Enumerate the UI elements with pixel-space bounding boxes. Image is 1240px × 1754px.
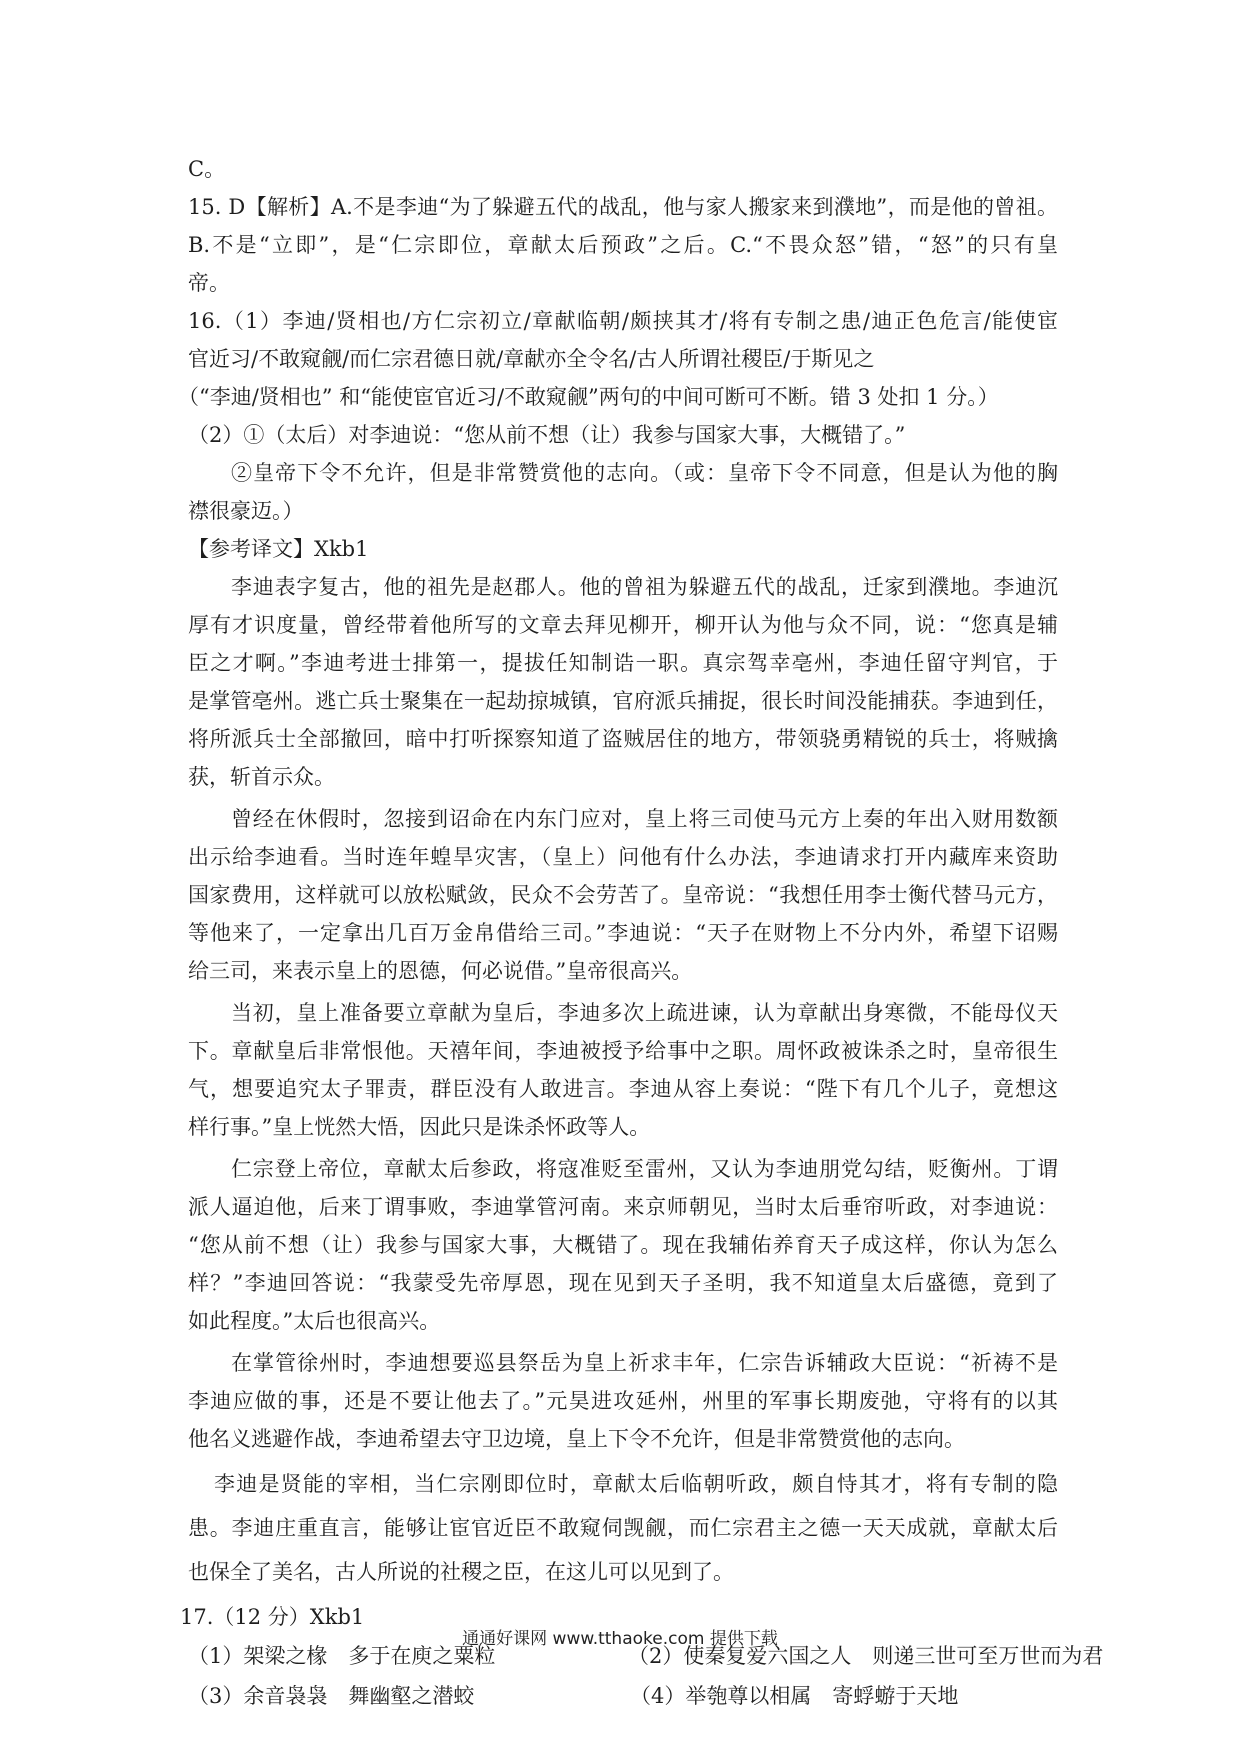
answer-16-2-line-3: 襟很豪迈。） [188, 499, 304, 523]
answer-16-line-2: 官近习/不敢窥觎/而仁宗君德日就/章献亦全令名/古人所谓社稷臣/于斯见之 [188, 347, 875, 371]
answer-15-line-1: 15. D【解析】A.不是李迪“为了躲避五代的战乱，他与家人搬家来到濮地”，而是他的曾祖。 [188, 195, 1058, 219]
answer-15-line-2: B.不是“立即”，是“仁宗即位，章献太后预政”之后。C.“不畏众怒”错，“怒”的只有皇 [188, 233, 1058, 257]
answer-17-item-1: （1）架梁之椽 多于在庾之粟粒 [188, 1644, 496, 1668]
answer-16-2-line-2: ②皇帝下令不允许，但是非常赞赏他的志向。（或：皇帝下令不同意，但是认为他的胸 [231, 461, 1058, 485]
answer-16-note: （“李迪/贤相也” 和“能使宦官近习/不敢窥觎”两句的中间可断可不断。错 3 处扣 1 分。） [178, 385, 999, 409]
answer-15-line-3: 帝。 [188, 271, 230, 295]
answer-16-2-line-1: （2）①（太后）对李迪说：“您从前不想（让）我参与国家大事，大概错了。” [188, 423, 906, 447]
reference-translation-title: 【参考译文】Xkb1 [188, 537, 369, 561]
translation-paragraph-1: 李迪表字复古，他的祖先是赵郡人。他的曾祖为躲避五代的战乱，迁家到濮地。李迪沉 厚有才识度量，曾经带着他所写的文章去拜见柳开，柳开认为他与众不同，说：“您真是辅 臣之才啊。”李迪考进士排第一，提拔任知制诰一职。真宗驾幸亳州，李迪任留守判官，于 是掌管亳州。逃亡兵士聚集在一起劫掠城镇，官府派兵捕捉，很长时间没能捕获。李迪到任， 将所派兵士全部撤回，暗中打听探察知道了盗贼居住的地方，带领骁勇精锐的兵士，将贼擒 获，斩首示众。 [188, 575, 1058, 789]
translation-paragraph-5: 在掌管徐州时，李迪想要巡县祭岳为皇上祈求丰年，仁宗告诉辅政大臣说：“祈祷不是 李迪应做的事，还是不要让他去了。”元昊进攻延州，州里的军事长期废弛，守将有的以其 他名义逃避作战，李迪希望去守卫边境，皇上下令不允许，但是非常赞赏他的志向。 [188, 1351, 1058, 1451]
answer-17-item-4: （4）举匏尊以相属 寄蜉蝣于天地 [630, 1684, 959, 1708]
translation-paragraph-3: 当初，皇上准备要立章献为皇后，李迪多次上疏进谏，认为章献出身寒微，不能母仪天 下。章献皇后非常恨他。天禧年间，李迪被授予给事中之职。周怀政被诛杀之时，皇帝很生 气，想要追究太子罪责，群臣没有人敢进言。李迪从容上奏说：“陛下有几个儿子，竟想这 样行事。”皇上恍然大悟，因此只是诛杀怀政等人。 [188, 1001, 1058, 1139]
answer-17-row-2 [188, 1676, 1058, 1716]
answer-14-end: C。 [188, 157, 226, 181]
answer-17-item-2: （2）使秦复爱六国之人 则递三世可至万世而为君 [628, 1644, 1104, 1668]
page-footer: 通通好课网 www.tthaoke.com 提供下载 [462, 1629, 778, 1649]
answer-17-title: 17.（12 分）Xkb1 [180, 1605, 365, 1629]
translation-paragraph-6: 李迪是贤能的宰相，当仁宗刚即位时，章献太后临朝听政，颇自恃其才，将有专制的隐 患。李迪庄重直言，能够让宦官近臣不敢窥伺觊觎，而仁宗君主之德一天天成就，章献太后 也保全了美名，古人所说的社稷之臣，在这儿可以见到了。 [188, 1472, 1058, 1584]
answer-16-line-1: 16.（1）李迪/贤相也/方仁宗初立/章献临朝/颇挟其才/将有专制之患/迪正色危言/能使宦 [188, 309, 1058, 333]
document-body [178, 150, 1104, 1716]
translation-paragraph-4: 仁宗登上帝位，章献太后参政，将寇准贬至雷州，又认为李迪朋党勾结，贬衡州。丁谓 派人逼迫他，后来丁谓事败，李迪掌管河南。来京师朝见，当时太后垂帘听政，对李迪说： “您从前不想（让）我参与国家大事，大概错了。现在我辅佑养育天子成这样，你认为怎么 样？”李迪回答说：“我蒙受先帝厚恩，现在见到天子圣明，我不知道皇太后盛德，竟到了 如此程度。”太后也很高兴。 [188, 1157, 1058, 1333]
translation-paragraph-2: 曾经在休假时，忽接到诏命在内东门应对，皇上将三司使马元方上奏的年出入财用数额 出示给李迪看。当时连年蝗旱灾害，（皇上）问他有什么办法，李迪请求打开内藏库来资助 国家费用，这样就可以放松赋敛，民众不会劳苦了。皇帝说：“我想任用李士衡代替马元方， 等他来了，一定拿出几百万金帛借给三司。”李迪说：“天子在财物上不分内外，希望下诏赐 给三司，来表示皇上的恩德，何必说借。”皇帝很高兴。 [188, 807, 1058, 983]
answer-17-item-3: （3）余音袅袅 舞幽壑之潜蛟 [188, 1684, 475, 1708]
